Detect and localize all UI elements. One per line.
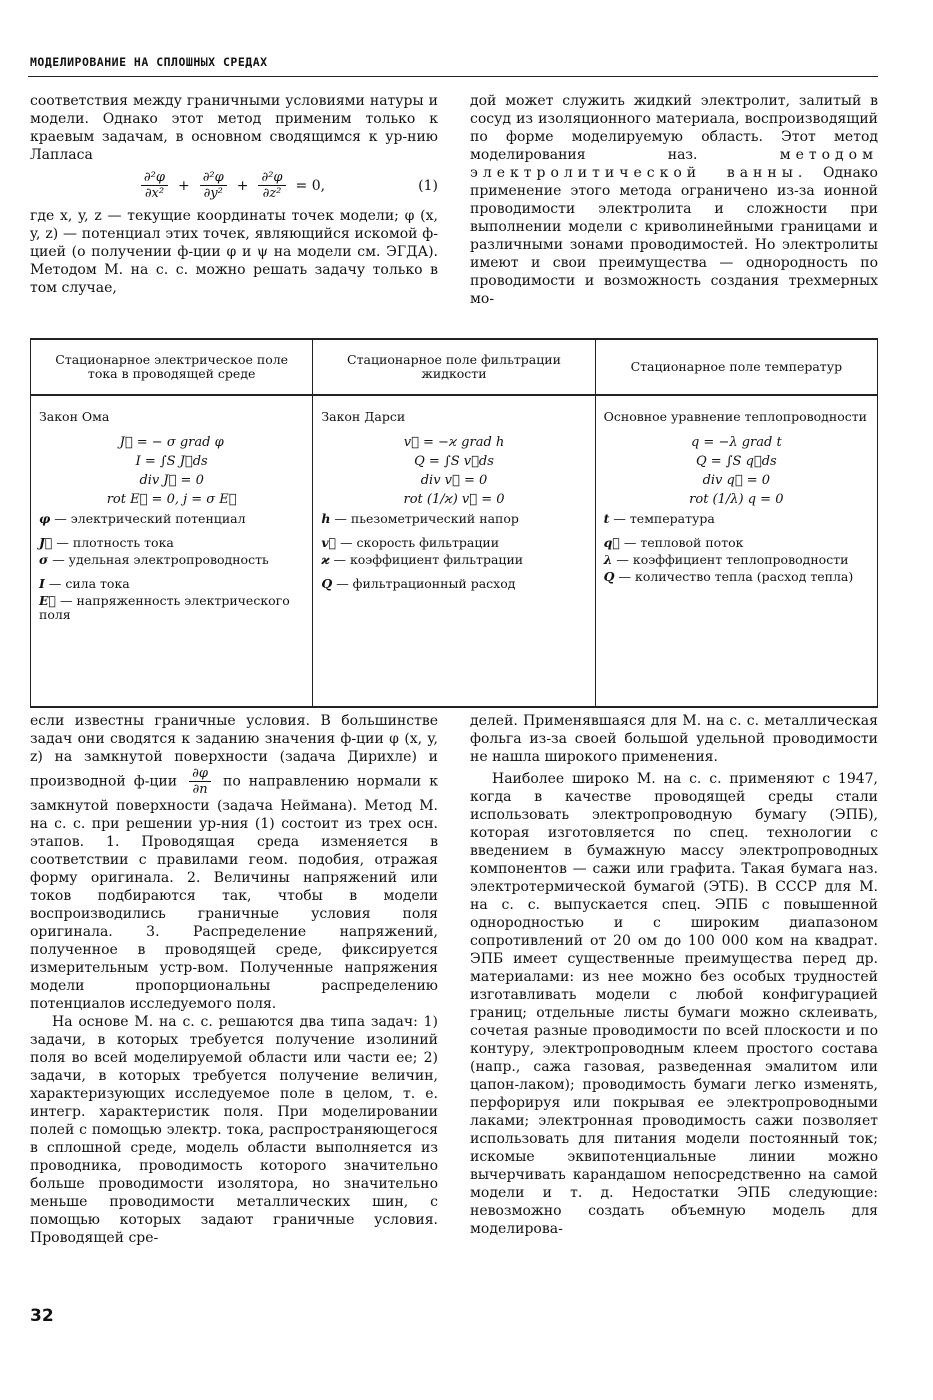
legend-text: — скорость фильтрации: [340, 535, 500, 550]
plus-sign: +: [236, 177, 249, 194]
law-name: Закон Ома: [39, 409, 110, 424]
legend-item: [321, 553, 586, 567]
denominator: ∂y²: [203, 186, 223, 201]
legend-item: [321, 577, 586, 591]
paragraph: Наиболее широко М. на с. с. применяют с 1947, когда в качестве проводящей среды стали использовать электропроводную бумагу (ЭПБ), которая изготовляется по спец. технологии с введением в бумажную массу электропроводных компонентов — сажи или графита. Такая бумага наз. электротермической бумагой (ЭТБ). В СССР для М. на с. с. выпускается спец. ЭПБ с повышенной однородностью и с широким диапазоном сопротивлений от 20 ом до 100 000 ком на квадрат. ЭПБ имеет существенные преимущества перед др. материалами: из нее можно без особых трудностей изготавливать модели с любой конфигурацией границ; отдельные листы бумаги можно склеивать, сочетая разные проводимости по всей плоскости и по контуру, электропроводным клеем простого состава (напр., сажа газовая, разведенная эмалитом или цапон-лаком); проводимость бумаги легко изменять, перфорируя или покрывая ее электропроводными лаками; электронная проводимость сажи позволяет использовать для питания модели постоянный ток; искомые эквипотенциальные линии можно вычерчивать карандашом непосредственно на самой модели и т. д. Недостатки ЭПБ следующие: невозможно создать объемную модель для моделирова-: [470, 771, 878, 1237]
plus-sign: +: [177, 177, 190, 194]
formula: I = ∫S J⃗ds: [135, 454, 208, 469]
numerator: ∂²φ: [200, 170, 227, 186]
legend-text: — тепловой поток: [623, 535, 744, 550]
column-bottom-right: [470, 712, 878, 1238]
equation-rhs: = 0,: [295, 177, 326, 194]
legend-text: — плотность тока: [56, 535, 174, 550]
table-header-cell: Стационарное поле фильтрации жидкости: [313, 339, 595, 395]
legend-symbol: σ: [39, 552, 49, 567]
text-run: дой может служить жидкий электролит, залитый в сосуд из изоляционного материала, воспроизводящий по форме моделируемую область. Этот метод моделирования наз.: [470, 93, 878, 163]
legend-item: [321, 536, 586, 550]
formula: rot (1/λ) q = 0: [689, 492, 784, 507]
legend-text: — температура: [613, 511, 715, 526]
legend-item: [39, 594, 304, 622]
paragraph: [30, 712, 438, 1013]
text-run: если известны граничные условия. В большинстве задач они сводятся к заданию значения ф-ции φ (x, y, z) на замкнутой поверхности (задача Дирихле) и производной ф-ции: [30, 713, 438, 790]
legend-symbol: J⃗: [39, 535, 53, 550]
equation-number: (1): [418, 177, 438, 194]
formula: q = −λ grad t: [690, 435, 782, 450]
text-run: по направлению нормали к замкнутой поверхности (задача Неймана). Метод М. на с. с. при решении ур-ния (1) состоит из трех осн. этапов. 1. Проводящая среда изменяется в соответствии с правилами геом. подобия, отражая форму оригинала. 2. Величины напряжений или токов подбираются так, чтобы в модели воспроизводились граничные условия поля оригинала. 3. Распределение напряжений, полученное в проводящей среде, фиксируется измерительным устр-вом. Полученные напряжения модели пропорциональны распределению потенциалов исследуемого поля.: [30, 773, 438, 1012]
legend-text: — удельная электропроводность: [52, 552, 269, 567]
fraction: [141, 170, 168, 201]
text-run: . Однако применение этого метода ограничено из-за ионной проводимости электролита и сложности при выполнении модели с криволинейными границами и различными зонами проводимостей. Но электролиты имеют и свои преимущества — однородность по проводимости и возможность создания трехмерных мо-: [470, 165, 878, 307]
legend-item: [604, 536, 869, 550]
legend-text: — фильтрационный расход: [336, 576, 516, 591]
formula: rot (1/ϰ) v⃗ = 0: [403, 492, 505, 507]
table-header-cell: Стационарное поле температур: [595, 339, 877, 395]
legend-item: [321, 512, 586, 526]
law-name: Основное уравнение теплопроводности: [603, 409, 867, 424]
legend-text: — коэффициент теплопроводности: [616, 552, 849, 567]
legend-text: — напряженность электрического поля: [39, 593, 290, 622]
legend-symbol: E⃗: [39, 593, 57, 608]
table-cell-temperature: [595, 395, 877, 707]
denominator: ∂z²: [262, 186, 282, 201]
page-number: 32: [30, 1306, 54, 1326]
legend-item: [39, 512, 304, 526]
running-head: МОДЕЛИРОВАНИЕ НА СПЛОШНЫХ СРЕДАХ: [30, 55, 268, 69]
numerator: ∂²φ: [258, 170, 285, 186]
formula: J⃗ = − σ grad φ: [119, 435, 224, 450]
laplace-equation: [30, 170, 438, 201]
paragraph: На основе М. на с. с. решаются два типа задач: 1) задачи, в которых требуется получение изолиний поля во всей моделируемой области или части ее; 2) задачи, в которых требуется получение величин, характеризующих исследуемое поле в целом, т. е. интегр. характеристик поля. При моделировании полей с помощью электр. тока, распространяющегося в сплошной среде, модель области выполняется из проводника, проводимость которого значительно больше проводимости изолятора, но значительно меньше проводимости металлических шин, с помощью которых задают граничные условия. Проводящей сре-: [30, 1014, 438, 1246]
legend-text: — количество тепла (расход тепла): [618, 569, 854, 584]
denominator: ∂n: [192, 782, 208, 797]
table-cell-filtration: [313, 395, 595, 707]
legend-symbol: q⃗: [603, 535, 620, 550]
legend-item: [39, 553, 304, 567]
legend-symbol: ϰ: [321, 552, 330, 567]
legend-item: [39, 577, 304, 591]
table-cell-electric: [31, 395, 313, 707]
spaced-term: методом электролитической ванны: [470, 147, 878, 181]
paragraph: где x, y, z — текущие координаты точек модели; φ (x, y, z) — потенциал этих точек, являющийся искомой ф-цией (о получении ф-ции φ и ψ на модели см. ЭГДА). Методом М. на с. с. можно решать задачу только в том случае,: [30, 208, 438, 296]
header-rule: [28, 76, 878, 77]
formula: v⃗ = −ϰ grad h: [403, 435, 505, 450]
law-name: Закон Дарси: [321, 409, 406, 424]
paragraph: делей. Применявшаяся для М. на с. с. металлическая фольга из-за своей большой удельной проводимости не нашла широкого применения.: [470, 713, 878, 765]
legend-symbol: λ: [603, 552, 613, 567]
comparison-table: [30, 338, 878, 708]
formula: div J⃗ = 0: [139, 473, 204, 488]
paragraph: соответствия между граничными условиями натуры и модели. Однако этот метод применим только к краевым задачам, в основном сводящимся к ур-нию Лапласа: [30, 93, 438, 163]
legend-text: — коэффициент фильтрации: [333, 552, 524, 567]
column-top-right: [470, 92, 878, 308]
legend-item: [604, 570, 869, 584]
column-top-left: [30, 92, 438, 297]
inline-fraction: [189, 766, 211, 797]
denominator: ∂x²: [144, 186, 165, 201]
formula: div q⃗ = 0: [702, 473, 771, 488]
table-header-row: [31, 339, 878, 395]
fraction: [258, 170, 285, 201]
legend-symbol: h: [321, 511, 331, 526]
paragraph: [470, 92, 878, 308]
numerator: ∂²φ: [141, 170, 168, 186]
legend-text: — электрический потенциал: [54, 511, 246, 526]
legend-text: — сила тока: [48, 576, 130, 591]
legend-symbol: v⃗: [321, 535, 337, 550]
legend-text: — пьезометрический напор: [334, 511, 519, 526]
formula: Q = ∫S q⃗ds: [695, 454, 777, 469]
table-row: [31, 395, 878, 707]
legend-item: [604, 512, 869, 526]
formula: rot E⃗ = 0, j = σ E⃗: [106, 492, 237, 507]
formula: Q = ∫S v⃗ds: [414, 454, 494, 469]
fraction: [200, 170, 227, 201]
table-header-cell: Стационарное электрическое поле тока в проводящей среде: [31, 339, 313, 395]
legend-symbol: Q: [603, 569, 615, 584]
legend-symbol: t: [603, 511, 610, 526]
formula: div v⃗ = 0: [420, 473, 488, 488]
legend-symbol: φ: [39, 511, 51, 526]
legend-symbol: Q: [321, 576, 333, 591]
legend-item: [604, 553, 869, 567]
numerator: ∂φ: [189, 766, 211, 782]
legend-item: [39, 536, 304, 550]
column-bottom-left: [30, 712, 438, 1247]
legend-symbol: I: [39, 576, 45, 591]
